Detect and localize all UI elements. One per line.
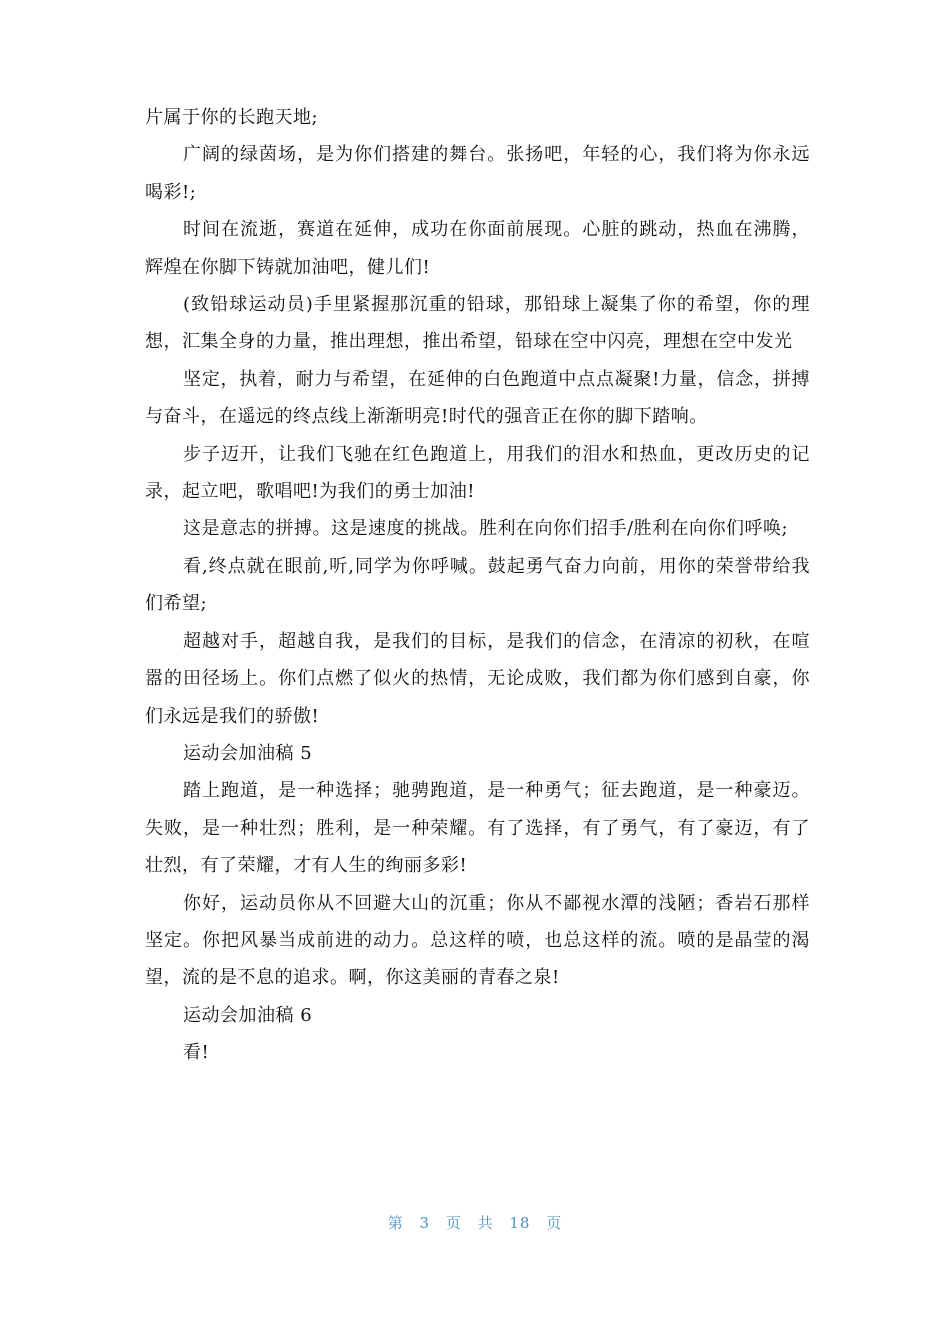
paragraph-14: 看! (183, 1042, 210, 1064)
paragraph-1: 片属于你的长跑天地; (145, 107, 319, 128)
paragraph-3: 时间在流逝，赛道在延伸，成功在你面前展现。心脏的跳动，热血在沸腾，辉煌在你脚下铸就加油吧，健儿们! (145, 219, 810, 278)
paragraph-2: 广阔的绿茵场，是为你们搭建的舞台。张扬吧，年轻的心，我们将为你永远喝彩!; (145, 144, 810, 203)
paragraph-11: 踏上跑道，是一种选择；驰骋跑道，是一种勇气；征去跑道，是一种豪迈。失败，是一种壮烈；胜利，是一种荣耀。有了选择，有了勇气，有了豪迈，有了壮烈，有了荣耀，才有人生的绚丽多彩! (145, 780, 810, 877)
paragraph-6: 步子迈开，让我们飞驰在红色跑道上，用我们的泪水和热血，更改历史的记录，起立吧，歌唱吧!为我们的勇士加油! (145, 443, 810, 503)
section-heading-6: 运动会加油稿 6 (183, 1004, 313, 1026)
paragraph-5: 坚定，执着，耐力与希望，在延伸的白色跑道中点点凝聚!力量，信念，拼搏与奋斗，在遥远的终点线上渐渐明亮!时代的强音正在你的脚下踏响。 (145, 368, 810, 428)
page-footer: 第 3 页 共 18 页 (387, 1214, 563, 1232)
document-body (145, 99, 810, 1072)
paragraph-4: (致铅球运动员)手里紧握那沉重的铅球，那铅球上凝集了你的希望，你的理想，汇集全身的力量，推出理想，推出希望，铅球在空中闪亮，理想在空中发光 (145, 294, 810, 353)
section-heading-5: 运动会加油稿 5 (183, 742, 313, 764)
paragraph-12: 你好，运动员你从不回避大山的沉重；你从不鄙视水潭的浅陋；香岩石那样坚定。你把风暴当成前进的动力。总这样的喷，也总这样的流。喷的是晶莹的渴望，流的是不息的追求。啊，你这美丽的青春之泉! (145, 892, 810, 989)
paragraph-9: 超越对手，超越自我，是我们的目标，是我们的信念，在清凉的初秋，在喧嚣的田径场上。你们点燃了似火的热情，无论成败，我们都为你们感到自豪，你们永远是我们的骄傲! (145, 630, 810, 727)
paragraph-7: 这是意志的拼搏。这是速度的挑战。胜利在向你们招手/胜利在向你们呼唤; (183, 518, 789, 540)
paragraph-8: 看,终点就在眼前,听,同学为你呼喊。鼓起勇气奋力向前，用你的荣誉带给我们希望; (145, 555, 810, 615)
